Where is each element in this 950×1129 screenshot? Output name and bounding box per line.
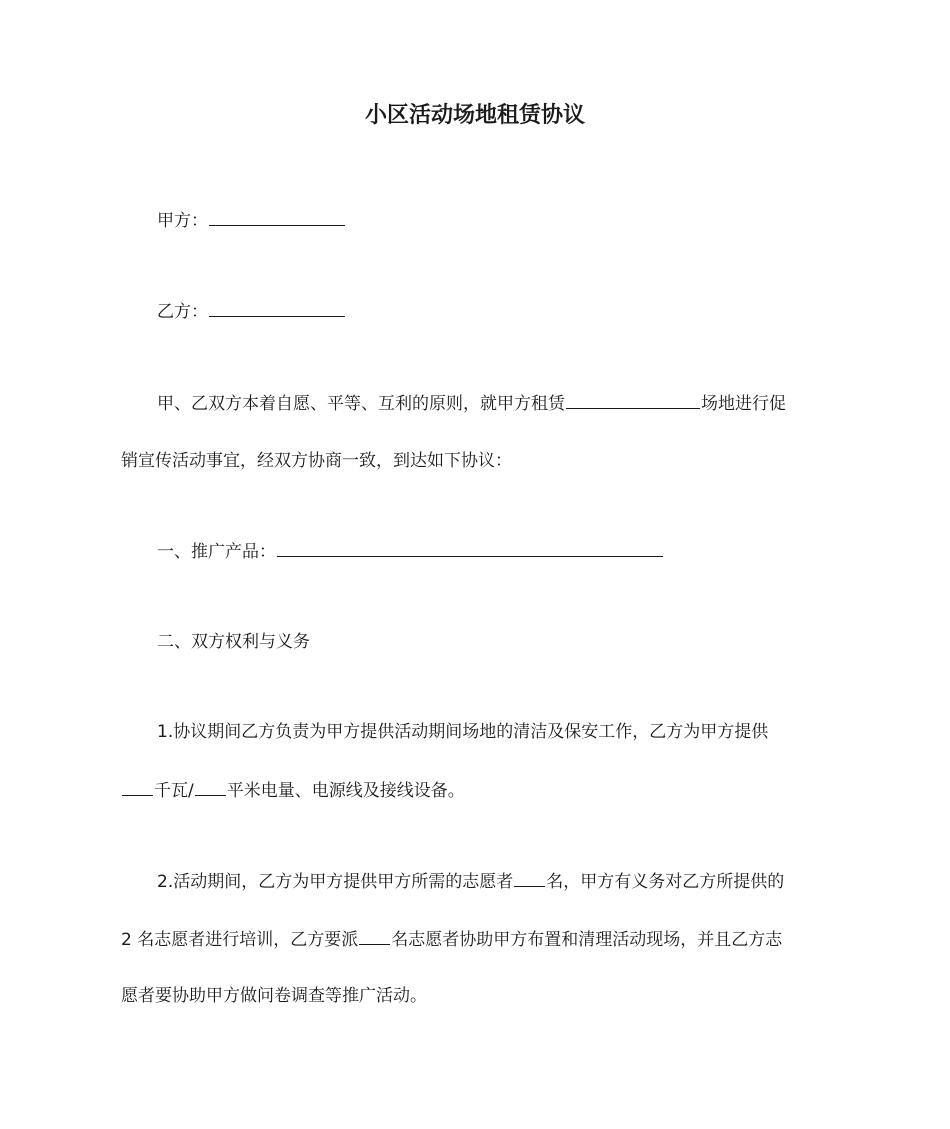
intro-line-1 (157, 391, 786, 416)
party-a-label: 甲方： (157, 211, 208, 231)
section2-heading-text: 二、双方权利与义务 (157, 632, 310, 652)
power-blank (122, 778, 153, 796)
clause1-text-1: 1.协议期间乙方负责为甲方提供活动期间场地的清洁及保安工作，乙方为甲方提供 (157, 722, 769, 742)
section2-heading (157, 630, 310, 654)
intro-text-3: 销宣传活动事宜，经双方协商一致，到达如下协议： (121, 451, 512, 471)
dispatch-count-blank (359, 927, 390, 945)
section1-label: 一、推广产品： (157, 542, 276, 562)
intro-line-2 (121, 449, 512, 473)
document-title: 小区活动场地租赁协议 (364, 103, 585, 128)
volunteer-count-blank (514, 869, 545, 887)
clause2-line-3 (121, 984, 427, 1008)
area-blank (195, 778, 226, 796)
intro-text-1: 甲、乙双方本着自愿、平等、互利的原则，就甲方租赁 (157, 394, 565, 414)
clause2-text-4: 名志愿者协助甲方布置和清理活动现场，并且乙方志 (391, 930, 783, 950)
clause2-text-2: 名，甲方有义务对乙方所提供的 (546, 872, 785, 892)
clause2-text-3: 2 名志愿者进行培训，乙方要派 (121, 930, 359, 950)
venue-blank (566, 391, 700, 409)
clause1-unit-2: 平米电量、电源线及接线设备。 (226, 781, 465, 801)
intro-text-2: 场地进行促 (701, 394, 786, 414)
party-b-line (157, 299, 346, 324)
clause2-line-1 (157, 869, 784, 894)
clause1-line-2 (121, 778, 465, 803)
clause1-unit-1: 千瓦/ (154, 781, 194, 801)
clause2-text-5: 愿者要协助甲方做问卷调查等推广活动。 (121, 986, 427, 1006)
clause2-text-1: 2.活动期间，乙方为甲方提供甲方所需的志愿者 (157, 872, 514, 892)
clause1-line-1 (157, 720, 768, 744)
party-b-blank (209, 299, 345, 317)
clause2-line-2 (121, 927, 782, 952)
product-blank (277, 539, 663, 557)
party-a-blank (209, 208, 345, 226)
party-b-label: 乙方： (157, 302, 208, 322)
section1-line (157, 539, 664, 564)
party-a-line (157, 208, 346, 233)
